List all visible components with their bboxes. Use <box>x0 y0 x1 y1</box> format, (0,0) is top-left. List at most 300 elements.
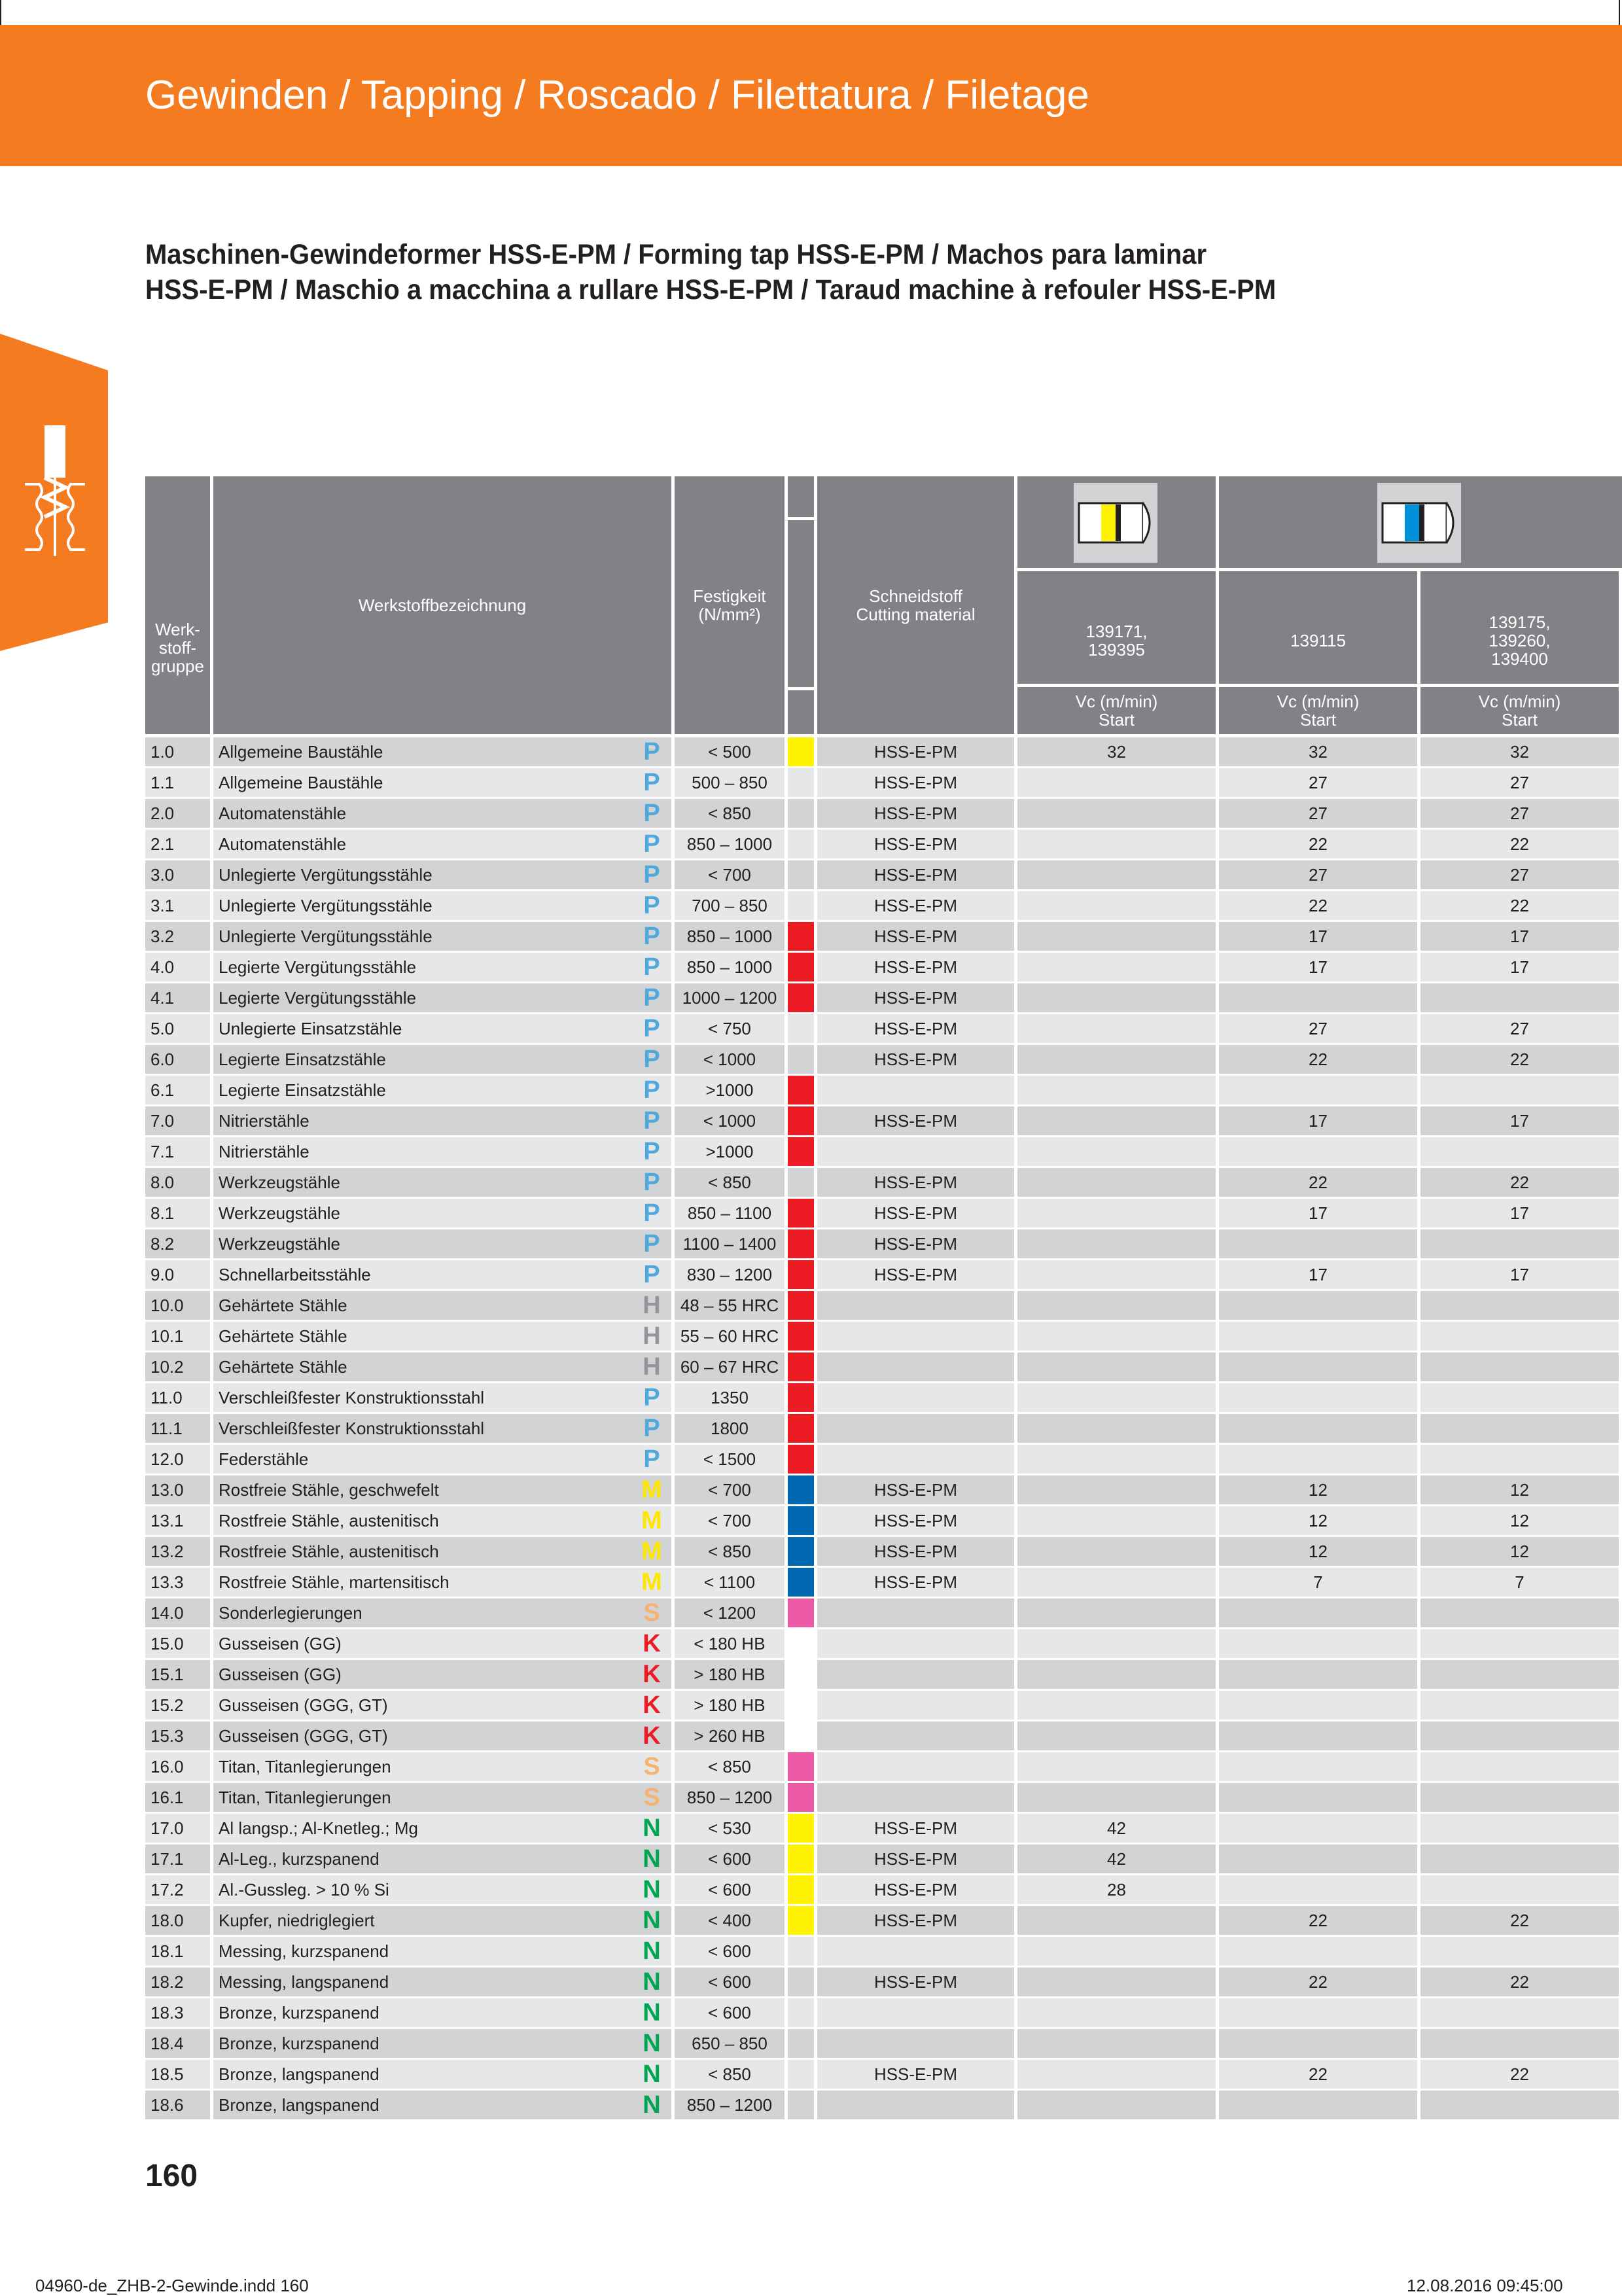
cell-color-code <box>788 768 814 797</box>
cell-vc <box>1017 1014 1216 1043</box>
cell-vc: 22 <box>1219 830 1417 858</box>
table-row <box>145 1229 1622 1260</box>
cell-vc <box>1219 1414 1417 1443</box>
cell-vc <box>1219 1875 1417 1904</box>
cell-vc <box>1219 1352 1417 1381</box>
table-row <box>145 1106 1622 1137</box>
cell-cutting-material: HSS-E-PM <box>817 922 1014 951</box>
cell-vc <box>1420 1445 1619 1474</box>
cell-group: 17.2 <box>145 1875 210 1904</box>
cell-material: Gusseisen (GGG, GT) <box>213 1722 632 1750</box>
header-strength: Festigkeit (N/mm²) <box>675 476 785 734</box>
cell-iso-class: N <box>632 1845 671 1873</box>
crop-area <box>0 0 1622 25</box>
cell-color-code <box>788 1814 814 1843</box>
cell-color-code <box>788 891 814 920</box>
cell-group: 17.1 <box>145 1845 210 1873</box>
cell-vc: 12 <box>1219 1475 1417 1504</box>
cell-material: Legierte Vergütungsstähle <box>213 983 632 1012</box>
cell-vc <box>1017 860 1216 889</box>
cell-vc: 32 <box>1219 737 1417 766</box>
cell-group: 7.0 <box>145 1106 210 1135</box>
cell-group: 11.1 <box>145 1414 210 1443</box>
cell-cutting-material <box>817 1752 1014 1781</box>
cell-vc <box>1420 1629 1619 1658</box>
cell-group: 16.1 <box>145 1783 210 1812</box>
cell-group: 10.0 <box>145 1291 210 1320</box>
tool-icon-blue <box>1377 483 1461 563</box>
table-row <box>145 830 1622 860</box>
cell-material: Rostfreie Stähle, geschwefelt <box>213 1475 632 1504</box>
cell-vc <box>1420 1322 1619 1351</box>
cell-cutting-material: HSS-E-PM <box>817 1260 1014 1289</box>
cell-color-code <box>788 1168 814 1197</box>
cell-iso-class: K <box>632 1691 671 1720</box>
cell-strength: < 600 <box>675 1937 785 1966</box>
page-number: 160 <box>145 2159 198 2193</box>
cell-strength: < 500 <box>675 737 785 766</box>
product-title-line: HSS-E-PM / Maschio a macchina a rullare HSS-E-PM / Taraud machine à refouler HSS-E-PM <box>145 274 1277 306</box>
cell-strength: < 600 <box>675 1875 785 1904</box>
cell-color-code <box>788 2029 814 2058</box>
cell-vc <box>1017 1783 1216 1812</box>
cell-vc: 22 <box>1420 1968 1619 1996</box>
cell-color-code <box>788 1752 814 1781</box>
cell-color-code <box>788 922 814 951</box>
cell-strength: < 1200 <box>675 1598 785 1627</box>
cell-cutting-material: HSS-E-PM <box>817 1229 1014 1258</box>
cell-iso-class: P <box>632 1383 671 1412</box>
table-row <box>145 1845 1622 1875</box>
cell-cutting-material: HSS-E-PM <box>817 1506 1014 1535</box>
cell-material: Unlegierte Vergütungsstähle <box>213 860 632 889</box>
cell-iso-class: P <box>632 1045 671 1074</box>
cell-strength: > 180 HB <box>675 1691 785 1720</box>
cell-color-code <box>788 1352 814 1381</box>
cell-vc <box>1420 1598 1619 1627</box>
cell-iso-class: M <box>632 1475 671 1504</box>
cell-vc: 27 <box>1219 799 1417 828</box>
cell-color-code <box>788 1106 814 1135</box>
print-slug-right: 12.08.2016 09:45:00 <box>1407 2276 1563 2295</box>
cell-vc <box>1219 1660 1417 1689</box>
cell-material: Verschleißfester Konstruktionsstahl <box>213 1383 632 1412</box>
cell-material: Bronze, kurzspanend <box>213 1998 632 2027</box>
cell-color-code <box>788 1783 814 1812</box>
header-spacer <box>788 476 814 517</box>
cell-iso-class: P <box>632 1014 671 1043</box>
cell-iso-class: P <box>632 922 671 951</box>
cell-iso-class: P <box>632 1414 671 1443</box>
cell-cutting-material: HSS-E-PM <box>817 983 1014 1012</box>
cell-vc <box>1219 1691 1417 1720</box>
cell-iso-class: H <box>632 1322 671 1351</box>
cell-iso-class: S <box>632 1783 671 1812</box>
cell-vc <box>1017 1598 1216 1627</box>
product-title-line: Maschinen-Gewindeformer HSS-E-PM / Forming tap HSS-E-PM / Machos para laminar <box>145 239 1207 270</box>
cell-vc: 17 <box>1219 1199 1417 1227</box>
cell-cutting-material <box>817 1322 1014 1351</box>
cell-vc <box>1219 1722 1417 1750</box>
cell-vc <box>1017 2060 1216 2089</box>
table-row <box>145 1752 1622 1783</box>
cell-strength: 60 – 67 HRC <box>675 1352 785 1381</box>
cell-color-code <box>788 1014 814 1043</box>
page-title: Gewinden / Tapping / Roscado / Filettatura / Filetage <box>145 73 1089 118</box>
cell-iso-class: P <box>632 1106 671 1135</box>
cell-vc <box>1420 1660 1619 1689</box>
cell-group: 4.1 <box>145 983 210 1012</box>
cell-strength: < 850 <box>675 2060 785 2089</box>
cell-vc <box>1219 1937 1417 1966</box>
header-band <box>0 25 1622 166</box>
cell-material: Messing, kurzspanend <box>213 1937 632 1966</box>
cell-vc <box>1420 1845 1619 1873</box>
cell-iso-class: N <box>632 1814 671 1843</box>
cell-iso-class: P <box>632 1137 671 1166</box>
cell-group: 3.0 <box>145 860 210 889</box>
cell-vc <box>1219 2029 1417 2058</box>
cell-material: Legierte Einsatzstähle <box>213 1076 632 1104</box>
table-row <box>145 768 1622 799</box>
cell-group: 3.1 <box>145 891 210 920</box>
cell-strength: < 180 HB <box>675 1629 785 1658</box>
cell-material: Allgemeine Baustähle <box>213 768 632 797</box>
cell-vc <box>1017 1906 1216 1935</box>
cell-strength: > 180 HB <box>675 1660 785 1689</box>
cell-vc: 12 <box>1219 1506 1417 1535</box>
cell-vc: 7 <box>1219 1568 1417 1597</box>
cell-iso-class: P <box>632 953 671 981</box>
cell-iso-class: P <box>632 799 671 828</box>
cell-group: 18.0 <box>145 1906 210 1935</box>
cell-strength: < 1000 <box>675 1106 785 1135</box>
cell-cutting-material <box>817 1137 1014 1166</box>
cell-vc: 17 <box>1420 953 1619 981</box>
cell-cutting-material <box>817 1691 1014 1720</box>
cell-vc: 22 <box>1219 2060 1417 2089</box>
cell-group: 8.0 <box>145 1168 210 1197</box>
cell-material: Messing, langspanend <box>213 1968 632 1996</box>
cell-vc: 22 <box>1420 1168 1619 1197</box>
header-material-name: Werkstoffbezeichnung <box>213 476 671 734</box>
cell-vc <box>1420 1937 1619 1966</box>
tap-icon <box>16 425 94 556</box>
cell-iso-class: H <box>632 1291 671 1320</box>
cell-vc <box>1017 830 1216 858</box>
cell-material: Gusseisen (GGG, GT) <box>213 1691 632 1720</box>
cell-vc: 22 <box>1420 830 1619 858</box>
cell-material: Bronze, kurzspanend <box>213 2029 632 2058</box>
cell-vc <box>1017 1691 1216 1720</box>
cell-cutting-material: HSS-E-PM <box>817 1875 1014 1904</box>
cell-strength: 850 – 1000 <box>675 830 785 858</box>
cell-vc <box>1017 1568 1216 1597</box>
cell-color-code <box>788 1568 814 1597</box>
cell-vc <box>1017 983 1216 1012</box>
cell-color-code <box>788 2091 814 2119</box>
cell-material: Titan, Titanlegierungen <box>213 1783 632 1812</box>
cell-vc <box>1017 1291 1216 1320</box>
header-article: 139115 <box>1219 571 1417 684</box>
cell-color-code <box>788 1414 814 1443</box>
cell-cutting-material: HSS-E-PM <box>817 1475 1014 1504</box>
cell-iso-class: P <box>632 737 671 766</box>
table-row <box>145 1660 1622 1691</box>
cell-group: 17.0 <box>145 1814 210 1843</box>
cell-strength: < 600 <box>675 1998 785 2027</box>
tool-icon-yellow <box>1074 483 1157 563</box>
cell-cutting-material: HSS-E-PM <box>817 1968 1014 1996</box>
cell-material: Gehärtete Stähle <box>213 1322 632 1351</box>
table-row <box>145 1783 1622 1814</box>
cell-strength: 55 – 60 HRC <box>675 1322 785 1351</box>
cell-iso-class: N <box>632 2060 671 2089</box>
cell-material: Werkzeugstähle <box>213 1199 632 1227</box>
cell-group: 3.2 <box>145 922 210 951</box>
cell-iso-class: N <box>632 2091 671 2119</box>
cell-cutting-material: HSS-E-PM <box>817 1845 1014 1873</box>
table-row <box>145 1076 1622 1106</box>
cell-vc: 12 <box>1420 1475 1619 1504</box>
cell-vc: 12 <box>1219 1537 1417 1566</box>
cell-material: Sonderlegierungen <box>213 1598 632 1627</box>
cell-vc: 22 <box>1420 891 1619 920</box>
cell-strength: 48 – 55 HRC <box>675 1291 785 1320</box>
cell-vc: 27 <box>1420 1014 1619 1043</box>
cell-strength: < 750 <box>675 1014 785 1043</box>
cell-group: 18.5 <box>145 2060 210 2089</box>
cell-cutting-material <box>817 1383 1014 1412</box>
cell-group: 16.0 <box>145 1752 210 1781</box>
cell-material: Unlegierte Vergütungsstähle <box>213 922 632 951</box>
cell-group: 13.3 <box>145 1568 210 1597</box>
cell-cutting-material: HSS-E-PM <box>817 737 1014 766</box>
cell-vc <box>1017 2091 1216 2119</box>
cell-vc <box>1017 922 1216 951</box>
cell-material: Bronze, langspanend <box>213 2091 632 2119</box>
cell-cutting-material <box>817 1937 1014 1966</box>
table-row <box>145 1352 1622 1383</box>
cell-vc <box>1219 1076 1417 1104</box>
cell-vc <box>1420 1722 1619 1750</box>
cell-material: Automatenstähle <box>213 830 632 858</box>
cell-color-code <box>788 1722 814 1750</box>
cell-iso-class: P <box>632 1260 671 1289</box>
cell-color-code <box>788 1968 814 1996</box>
cell-material: Werkzeugstähle <box>213 1168 632 1197</box>
cell-cutting-material: HSS-E-PM <box>817 830 1014 858</box>
table-row <box>145 1014 1622 1045</box>
cell-vc <box>1219 983 1417 1012</box>
cell-strength: 850 – 1200 <box>675 2091 785 2119</box>
table-row <box>145 1260 1622 1291</box>
header-vc: Vc (m/min) Start <box>1017 687 1216 734</box>
cell-cutting-material <box>817 2091 1014 2119</box>
cell-iso-class: N <box>632 1937 671 1966</box>
cell-group: 12.0 <box>145 1445 210 1474</box>
cell-iso-class: N <box>632 2029 671 2058</box>
cell-vc <box>1017 1414 1216 1443</box>
section-tab <box>0 334 108 651</box>
cell-vc <box>1017 1168 1216 1197</box>
cell-color-code <box>788 983 814 1012</box>
cell-color-code <box>788 1383 814 1412</box>
table-row <box>145 1199 1622 1229</box>
cell-vc: 27 <box>1420 860 1619 889</box>
cell-strength: < 600 <box>675 1845 785 1873</box>
table-row <box>145 1722 1622 1752</box>
cell-color-code <box>788 860 814 889</box>
header-spacer <box>788 520 814 687</box>
cell-color-code <box>788 1322 814 1351</box>
cell-cutting-material: HSS-E-PM <box>817 891 1014 920</box>
cell-group: 14.0 <box>145 1598 210 1627</box>
cell-cutting-material: HSS-E-PM <box>817 1014 1014 1043</box>
cell-vc <box>1017 1445 1216 1474</box>
cell-vc <box>1420 2091 1619 2119</box>
cell-vc <box>1017 1752 1216 1781</box>
cell-vc: 22 <box>1219 1906 1417 1935</box>
cell-vc: 17 <box>1420 922 1619 951</box>
cell-vc: 12 <box>1420 1506 1619 1535</box>
cell-cutting-material: HSS-E-PM <box>817 1045 1014 1074</box>
cell-material: Gusseisen (GG) <box>213 1629 632 1658</box>
cell-vc: 22 <box>1219 1045 1417 1074</box>
cell-iso-class: N <box>632 1906 671 1935</box>
cell-vc: 17 <box>1219 953 1417 981</box>
cell-vc <box>1219 1291 1417 1320</box>
table-row <box>145 953 1622 983</box>
cell-iso-class: P <box>632 768 671 797</box>
cell-color-code <box>788 1598 814 1627</box>
cell-strength: 1800 <box>675 1414 785 1443</box>
cell-material: Unlegierte Vergütungsstähle <box>213 891 632 920</box>
cell-vc <box>1017 1629 1216 1658</box>
cell-vc: 17 <box>1420 1260 1619 1289</box>
cell-color-code <box>788 1906 814 1935</box>
table-row <box>145 1568 1622 1598</box>
header-article: 139171, 139395 <box>1017 571 1216 684</box>
cell-material: Titan, Titanlegierungen <box>213 1752 632 1781</box>
table-row <box>145 1814 1622 1845</box>
cell-color-code <box>788 1691 814 1720</box>
cell-group: 1.1 <box>145 768 210 797</box>
table-row <box>145 1937 1622 1968</box>
cell-cutting-material <box>817 1598 1014 1627</box>
cell-group: 8.1 <box>145 1199 210 1227</box>
table-row <box>145 2091 1622 2121</box>
table-row <box>145 1506 1622 1537</box>
table-row <box>145 737 1622 768</box>
cell-iso-class: P <box>632 860 671 889</box>
cell-vc <box>1219 1445 1417 1474</box>
cell-group: 9.0 <box>145 1260 210 1289</box>
cell-iso-class: P <box>632 830 671 858</box>
cell-vc: 27 <box>1219 860 1417 889</box>
cell-vc: 42 <box>1017 1845 1216 1873</box>
cell-vc <box>1017 1045 1216 1074</box>
cell-group: 15.0 <box>145 1629 210 1658</box>
cell-iso-class: P <box>632 1168 671 1197</box>
cell-cutting-material <box>817 1660 1014 1689</box>
cell-color-code <box>788 1475 814 1504</box>
cell-cutting-material: HSS-E-PM <box>817 953 1014 981</box>
cell-cutting-material <box>817 1998 1014 2027</box>
crop-mark <box>1619 0 1620 25</box>
cell-cutting-material <box>817 1445 1014 1474</box>
table-row <box>145 1322 1622 1352</box>
cell-iso-class: N <box>632 1998 671 2027</box>
cell-strength: < 700 <box>675 860 785 889</box>
cell-color-code <box>788 1660 814 1689</box>
header-vc: Vc (m/min) Start <box>1420 687 1619 734</box>
crop-mark <box>0 0 1 25</box>
header-tool-icon-cell <box>1017 476 1216 568</box>
cell-strength: < 1500 <box>675 1445 785 1474</box>
cell-vc: 22 <box>1219 1168 1417 1197</box>
cell-group: 7.1 <box>145 1137 210 1166</box>
table-row <box>145 1629 1622 1660</box>
header-material-group: Werk- stoff- gruppe <box>145 476 210 734</box>
header-tool-icon-cell <box>1219 476 1622 568</box>
cell-strength: 850 – 1000 <box>675 953 785 981</box>
cell-vc <box>1420 1352 1619 1381</box>
cell-strength: 500 – 850 <box>675 768 785 797</box>
cell-material: Legierte Vergütungsstähle <box>213 953 632 981</box>
cell-vc <box>1017 953 1216 981</box>
cell-vc <box>1420 1076 1619 1104</box>
cell-iso-class: S <box>632 1598 671 1627</box>
cell-group: 1.0 <box>145 737 210 766</box>
cell-iso-class: K <box>632 1629 671 1658</box>
header-cutting-material: Schneidstoff Cutting material <box>817 476 1014 734</box>
table-row <box>145 1906 1622 1937</box>
cell-vc <box>1017 1199 1216 1227</box>
cell-vc <box>1219 1598 1417 1627</box>
cell-vc <box>1017 1937 1216 1966</box>
cell-group: 18.3 <box>145 1998 210 2027</box>
cell-group: 4.0 <box>145 953 210 981</box>
table-row <box>145 891 1622 922</box>
header-spacer <box>788 690 814 734</box>
cell-group: 13.2 <box>145 1537 210 1566</box>
cell-group: 10.2 <box>145 1352 210 1381</box>
cell-color-code <box>788 1537 814 1566</box>
cell-strength: 1000 – 1200 <box>675 983 785 1012</box>
table-row <box>145 1475 1622 1506</box>
cell-vc <box>1017 1475 1216 1504</box>
cell-iso-class: H <box>632 1352 671 1381</box>
table-row <box>145 1445 1622 1475</box>
cell-material: Nitrierstähle <box>213 1106 632 1135</box>
header-vc: Vc (m/min) Start <box>1219 687 1417 734</box>
cell-strength: 700 – 850 <box>675 891 785 920</box>
cell-vc: 17 <box>1219 1106 1417 1135</box>
cell-iso-class: M <box>632 1537 671 1566</box>
cell-strength: 1350 <box>675 1383 785 1412</box>
cell-group: 2.1 <box>145 830 210 858</box>
cell-cutting-material: HSS-E-PM <box>817 1168 1014 1197</box>
cell-vc: 17 <box>1219 1260 1417 1289</box>
cell-strength: < 400 <box>675 1906 785 1935</box>
cell-color-code <box>788 830 814 858</box>
cell-vc <box>1017 1968 1216 1996</box>
cell-group: 15.1 <box>145 1660 210 1689</box>
cell-strength: 850 – 1200 <box>675 1783 785 1812</box>
cell-vc: 32 <box>1420 737 1619 766</box>
cell-cutting-material <box>817 1076 1014 1104</box>
